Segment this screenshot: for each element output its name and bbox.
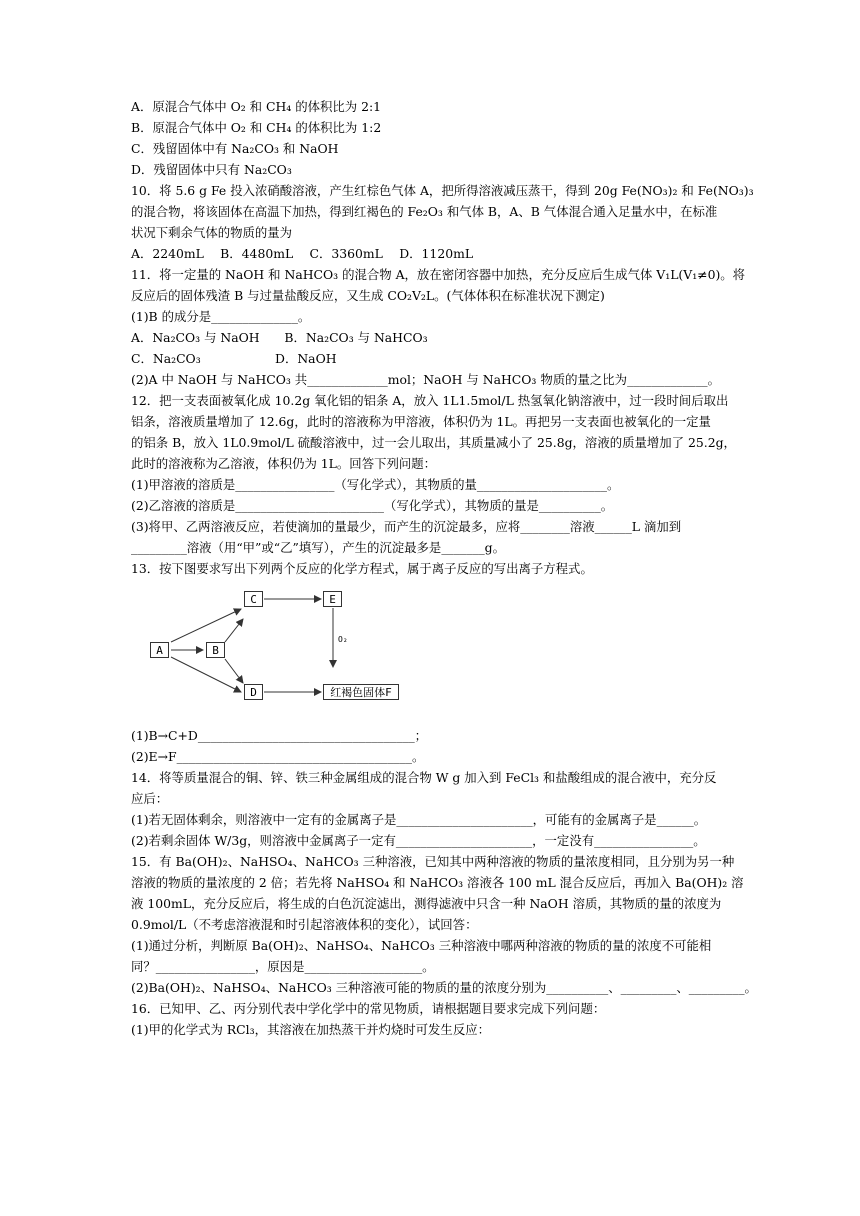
question-15-line: 15．有 Ba(OH)₂、NaHSO₄、NaHCO₃ 三种溶液，已知其中两种溶液的物质的量浓度相同，且分别为另一种 [131, 854, 735, 869]
arrow-a-d [171, 657, 241, 692]
question-11-line: 11．将一定量的 NaOH 和 NaHCO₃ 的混合物 A，放在密闭容器中加热，充分反应后生成气体 V₁L(V₁≠0)。将 [131, 267, 746, 282]
question-14-line: 14．将等质量混合的铜、锌、铁三种金属组成的混合物 W g 加入到 FeCl₃ 和盐酸组成的混合液中，充分反 [131, 770, 717, 785]
question-13-line: 13．按下图要求写出下列两个反应的化学方程式，属于离子反应的写出离子方程式。 [131, 561, 593, 576]
text-line: (2)A 中 NaOH 与 NaHCO₃ 共_____________mol；NaOH 与 NaHCO₃ 物质的量之比为_____________。 [131, 372, 721, 387]
text-line: 铝条，溶液质量增加了 12.6g，此时的溶液称为甲溶液，体积仍为 1L。再把另一支表面也被氧化的一定量 [131, 414, 711, 429]
text-line: (2)乙溶液的溶质是________________________（写化学式），其物质的量是__________。 [131, 498, 614, 513]
node-a: A [150, 642, 169, 658]
text-line: (1)B 的成分是______________。 [131, 309, 311, 324]
node-d: D [244, 684, 263, 700]
text-line: (1)甲溶液的溶质是________________（写化学式），其物质的量_____________________。 [131, 477, 620, 492]
document-page [131, 96, 757, 1040]
arrow-b-d [225, 659, 243, 683]
text-line: 0.9mol/L（不考虑溶液混和时引起溶液体积的变化），试回答： [131, 917, 478, 932]
node-e: E [323, 591, 342, 607]
text-line: (2)Ba(OH)₂、NaHSO₄、NaHCO₃ 三种溶液可能的物质的量的浓度分别为__________、_________、_________。 [131, 980, 757, 995]
answer-options: C．Na₂CO₃ D．NaOH [131, 351, 337, 366]
text-block-bottom [131, 725, 757, 1040]
text-line: (1)B→C+D___________________________________； [131, 728, 428, 743]
text-line: C．残留固体中有 Na₂CO₃ 和 NaOH [131, 141, 339, 156]
text-line: 同？________________，原因是___________________。 [131, 959, 435, 974]
text-line: 的混合物，将该固体在高温下加热，得到红褐色的 Fe₂O₃ 和气体 B，A、B 气体混合通入足量水中，在标准 [131, 204, 718, 219]
text-line: (2)E→F______________________________________。 [131, 749, 425, 764]
text-line: 应后： [131, 791, 169, 806]
node-c: C [244, 591, 263, 607]
edge-label-o2: O₂ [338, 635, 348, 644]
node-b: B [206, 642, 225, 658]
text-line: (2)若剩余固体 W/3g，则溶液中金属离子一定有______________________，一定没有________________。 [131, 833, 706, 848]
text-line: (3)将甲、乙两溶液反应，若使滴加的量最少，而产生的沉淀最多，应将________溶液______L 滴加到 [131, 519, 682, 534]
answer-options: A．Na₂CO₃ 与 NaOH B．Na₂CO₃ 与 NaHCO₃ [131, 330, 428, 345]
text-line: (1)甲的化学式为 RCl₃，其溶液在加热蒸干并灼烧时可发生反应： [131, 1022, 490, 1037]
text-line: D．残留固体中只有 Na₂CO₃ [131, 162, 292, 177]
text-block-top [131, 96, 754, 579]
question-16-line: 16．已知甲、乙、丙分别代表中学化学中的常见物质，请根据题目要求完成下列问题： [131, 1001, 606, 1016]
node-f: 红褐色固体F [323, 684, 399, 700]
text-line: A．原混合气体中 O₂ 和 CH₄ 的体积比为 2:1 [131, 99, 382, 114]
arrow-b-c [225, 619, 243, 642]
question-10-line: 10．将 5.6 g Fe 投入浓硝酸溶液，产生红棕色气体 A，把所得溶液减压蒸干，得到 20g Fe(NO₃)₂ 和 Fe(NO₃)₃ [131, 183, 754, 198]
text-line: 液 100mL，充分反应后，将生成的白色沉淀滤出，测得滤液中只含一种 NaOH 溶质，其物质的量的浓度为 [131, 896, 722, 911]
text-line: B．原混合气体中 O₂ 和 CH₄ 的体积比为 1:2 [131, 120, 382, 135]
reaction-flow-diagram [131, 587, 731, 721]
answer-options: A．2240mL B．4480mL C．3360mL D．1120mL [131, 246, 474, 261]
text-line: (1)若无固体剩余，则溶液中一定有的金属离子是______________________，可能有的金属离子是______。 [131, 812, 707, 827]
text-line: 状况下剩余气体的物质的量为 [131, 225, 293, 240]
text-line: 的铝条 B，放入 1L0.9mol/L 硫酸溶液中，过一会儿取出，其质量减小了 25.8g，溶液的质量增加了 25.2g， [131, 435, 736, 450]
question-12-line: 12．把一支表面被氧化成 10.2g 氧化铝的铝条 A，放入 1L1.5mol/L 热氢氧化钠溶液中，过一段时间后取出 [131, 393, 729, 408]
text-line: 溶液的物质的量浓度的 2 倍；若先将 NaHSO₄ 和 NaHCO₃ 溶液各 100 mL 混合反应后，再加入 Ba(OH)₂ 溶 [131, 875, 744, 890]
text-line: 反应后的固体残渣 B 与过量盐酸反应，又生成 CO₂V₂L。(气体体积在标准状况下测定) [131, 288, 605, 303]
text-line: _________溶液（用“甲”或“乙”填写），产生的沉淀最多是_______g。 [131, 540, 506, 555]
text-line: (1)通过分析，判断原 Ba(OH)₂、NaHSO₄、NaHCO₃ 三种溶液中哪两种溶液的物质的量的浓度不可能相 [131, 938, 712, 953]
arrow-a-c [171, 609, 241, 642]
text-line: 此时的溶液称为乙溶液，体积仍为 1L。回答下列问题： [131, 456, 437, 471]
